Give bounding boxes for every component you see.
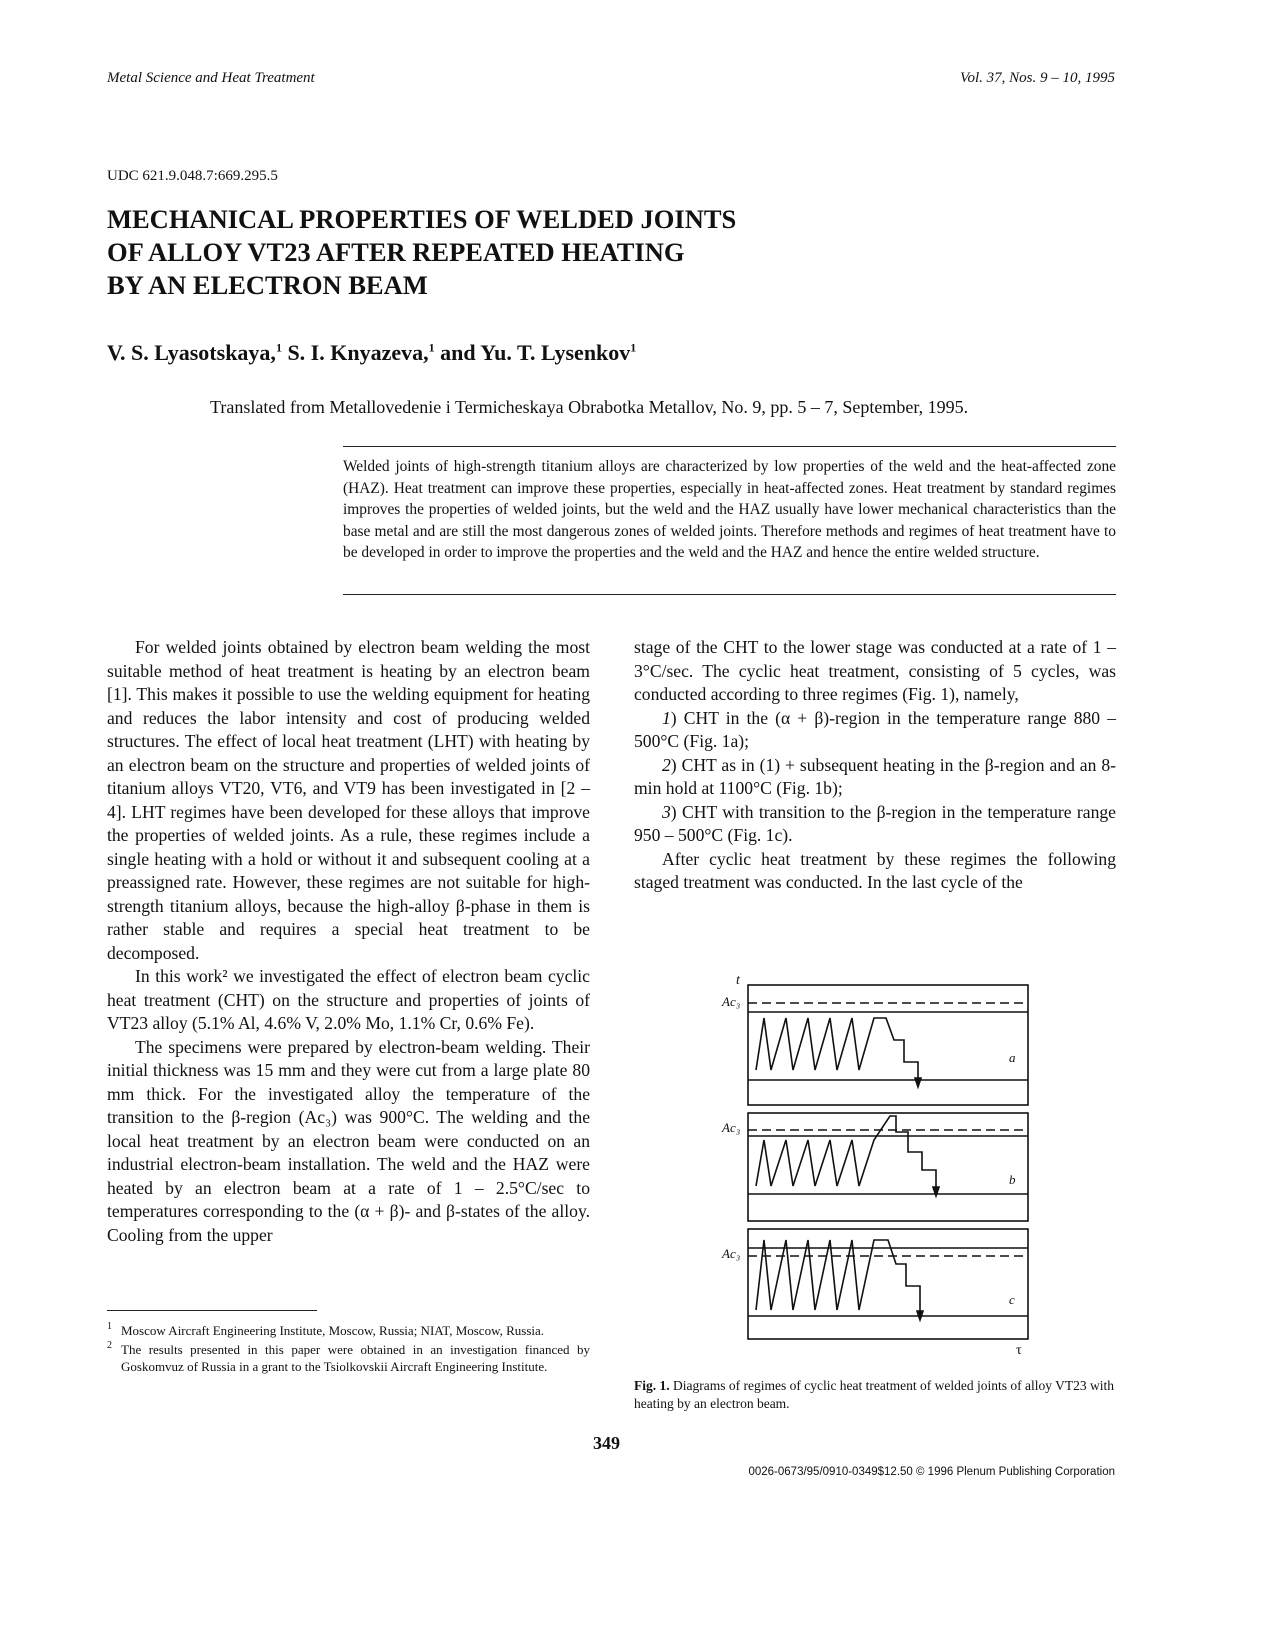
title-line: BY AN ELECTRON BEAM <box>107 270 428 300</box>
regime-curve <box>756 1116 936 1194</box>
footnote-text: The results presented in this paper were obtained in an investigation financed by Goskomvuz of Russia in a grant to the Tsiolkovskii Aircraft Engineering Institute. <box>121 1342 590 1374</box>
copyright-line: 0026-0673/95/0910-0349$12.50 © 1996 Plenum Publishing Corporation <box>748 1466 1115 1478</box>
panel-label: a <box>1009 1050 1016 1065</box>
regime-number: 1 <box>662 707 671 728</box>
paper-title <box>107 203 867 302</box>
regime-item: 2) CHT as in (1) + subsequent heating in the β-region and an 8-min hold at 1100°C (Fig. 1b); <box>634 754 1116 798</box>
body-paragraph: The specimens were prepared by electron-beam welding. Their initial thickness was 15 mm and they were cut from a large plate 80 mm thick. For the investigated alloy the temperature of the transition to the β-region (Ac₃) was 900°C. The welding and the local heat treatment by an electron beam were conducted on an industrial electron-beam installation. The weld and the HAZ were heated by an electron beam at a rate of 1 – 2.5°C/sec to temperatures corresponding to the (α + β)- and β-states of the alloy. Cooling from the upper <box>107 1036 590 1245</box>
regime-number: 2 <box>662 754 671 775</box>
author-list <box>107 340 636 366</box>
footnote-text: Moscow Aircraft Engineering Institute, Moscow, Russia; NIAT, Moscow, Russia. <box>121 1323 545 1338</box>
ac3-label: Ac₃ <box>722 994 741 1009</box>
cooling-arrow <box>915 1078 921 1087</box>
author-name: S. I. Knyazeva, <box>287 340 429 365</box>
caption-label: Fig. 1. <box>634 1378 670 1393</box>
regime-number: 3 <box>662 801 671 822</box>
footnote-mark: 1 <box>107 1321 112 1332</box>
body-paragraph: stage of the CHT to the lower stage was conducted at a rate of 1 – 3°C/sec. The cyclic heat treatment, consisting of 5 cycles, was conducted according to three regimes (Fig. 1), namely, <box>634 637 1116 704</box>
panel-a <box>721 985 1028 1105</box>
author-name: and Yu. T. Lysenkov <box>440 340 631 365</box>
panel-label: b <box>1009 1172 1016 1187</box>
regime-text: CHT with transition to the β-region in the temperature range 950 – 500°C (Fig. 1c). <box>634 801 1116 845</box>
page-number: 349 <box>593 1433 620 1453</box>
panel-c <box>721 1229 1028 1339</box>
abstract-rule-top <box>343 446 1116 447</box>
regime-curve <box>756 1018 918 1085</box>
footnote-rule <box>107 1310 317 1311</box>
figure-1-diagram <box>716 970 1046 1360</box>
body-paragraph: In this work² we investigated the effect of electron beam cyclic heat treatment (CHT) on the structure and properties of joints of VT23 alloy (5.1% Al, 4.6% V, 2.0% Mo, 1.1% Cr, 0.6% Fe). <box>107 966 590 1033</box>
regime-item: 3) CHT with transition to the β-region in the temperature range 950 – 500°C (Fig. 1c). <box>634 801 1116 845</box>
panel-b <box>721 1113 1028 1221</box>
title-line: MECHANICAL PROPERTIES OF WELDED JOINTS <box>107 204 737 234</box>
regime-text: CHT as in (1) + subsequent heating in the β-region and an 8-min hold at 1100°C (Fig. 1b); <box>634 754 1116 798</box>
regime-text: CHT in the (α + β)-region in the temperature range 880 – 500°C (Fig. 1a); <box>634 707 1116 751</box>
running-head-volume: Vol. 37, Nos. 9 – 10, 1995 <box>959 70 1115 86</box>
body-paragraph: After cyclic heat treatment by these regimes the following staged treatment was conducted. In the last cycle of the <box>634 848 1116 892</box>
body-column-right <box>634 636 1116 895</box>
translation-note: Translated from Metallovedenie i Termicheskaya Obrabotka Metallov, No. 9, pp. 5 – 7, September, 1995. <box>210 397 969 417</box>
ac3-label: Ac₃ <box>722 1120 741 1135</box>
footnote <box>107 1322 590 1339</box>
body-column-left <box>107 636 590 1247</box>
x-axis-label: τ <box>1016 1343 1022 1358</box>
author-affiliation-mark: 1 <box>630 340 637 355</box>
author-affiliation-mark: 1 <box>428 340 435 355</box>
author-name: V. S. Lyasotskaya, <box>107 340 276 365</box>
y-axis-label: t <box>736 973 740 988</box>
running-head-journal: Metal Science and Heat Treatment <box>107 70 315 86</box>
figure-caption <box>634 1377 1116 1413</box>
body-paragraph: For welded joints obtained by electron beam welding the most suitable method of heat treatment is heating by an electron beam [1]. This makes it possible to use the welding equipment for heating and reduces the labor intensity and cost of producing welded structures. The effect of local heat treatment (LHT) with heating by an electron beam on the structure and properties of welded joints of titanium alloys VT20, VT6, and VT9 has been investigated in [2 – 4]. LHT regimes have been developed for these alloys that improve the properties of welded joints. As a rule, these regimes include a single heating with a hold or without it and subsequent cooling at a preassigned rate. However, these regimes are not suitable for high-strength titanium alloys, because the high-alloy β-phase in them is rather stable and requires a special heat treatment to be decomposed. <box>107 637 590 963</box>
cooling-arrow <box>917 1311 923 1320</box>
footnotes <box>107 1322 590 1377</box>
abstract-rule-bottom <box>343 594 1116 595</box>
abstract: Welded joints of high-strength titanium alloys are characterized by low properties of the weld and the heat-affected zone (HAZ). Heat treatment can improve these properties, especially in heat-affected zones. Heat treatment by standard regimes improves the properties of welded joints, but the weld and the HAZ usually have lower mechanical characteristics than the base metal and are still the most dangerous zones of welded joints. Therefore methods and regimes of heat treatment have to be developed in order to improve the properties and the weld and the HAZ and hence the entire welded structure. <box>343 458 1116 561</box>
panel-label: c <box>1009 1292 1015 1307</box>
caption-text: Diagrams of regimes of cyclic heat treatment of welded joints of alloy VT23 with heating by an electron beam. <box>634 1378 1114 1411</box>
footnote <box>107 1341 590 1375</box>
author-affiliation-mark: 1 <box>275 340 282 355</box>
regime-curve <box>756 1240 920 1318</box>
regime-item: 1) CHT in the (α + β)-region in the temperature range 880 – 500°C (Fig. 1a); <box>634 707 1116 751</box>
ac3-label: Ac₃ <box>722 1246 741 1261</box>
udc-code: UDC 621.9.048.7:669.295.5 <box>107 168 278 184</box>
title-line: OF ALLOY VT23 AFTER REPEATED HEATING <box>107 237 685 267</box>
footnote-mark: 2 <box>107 1340 112 1351</box>
